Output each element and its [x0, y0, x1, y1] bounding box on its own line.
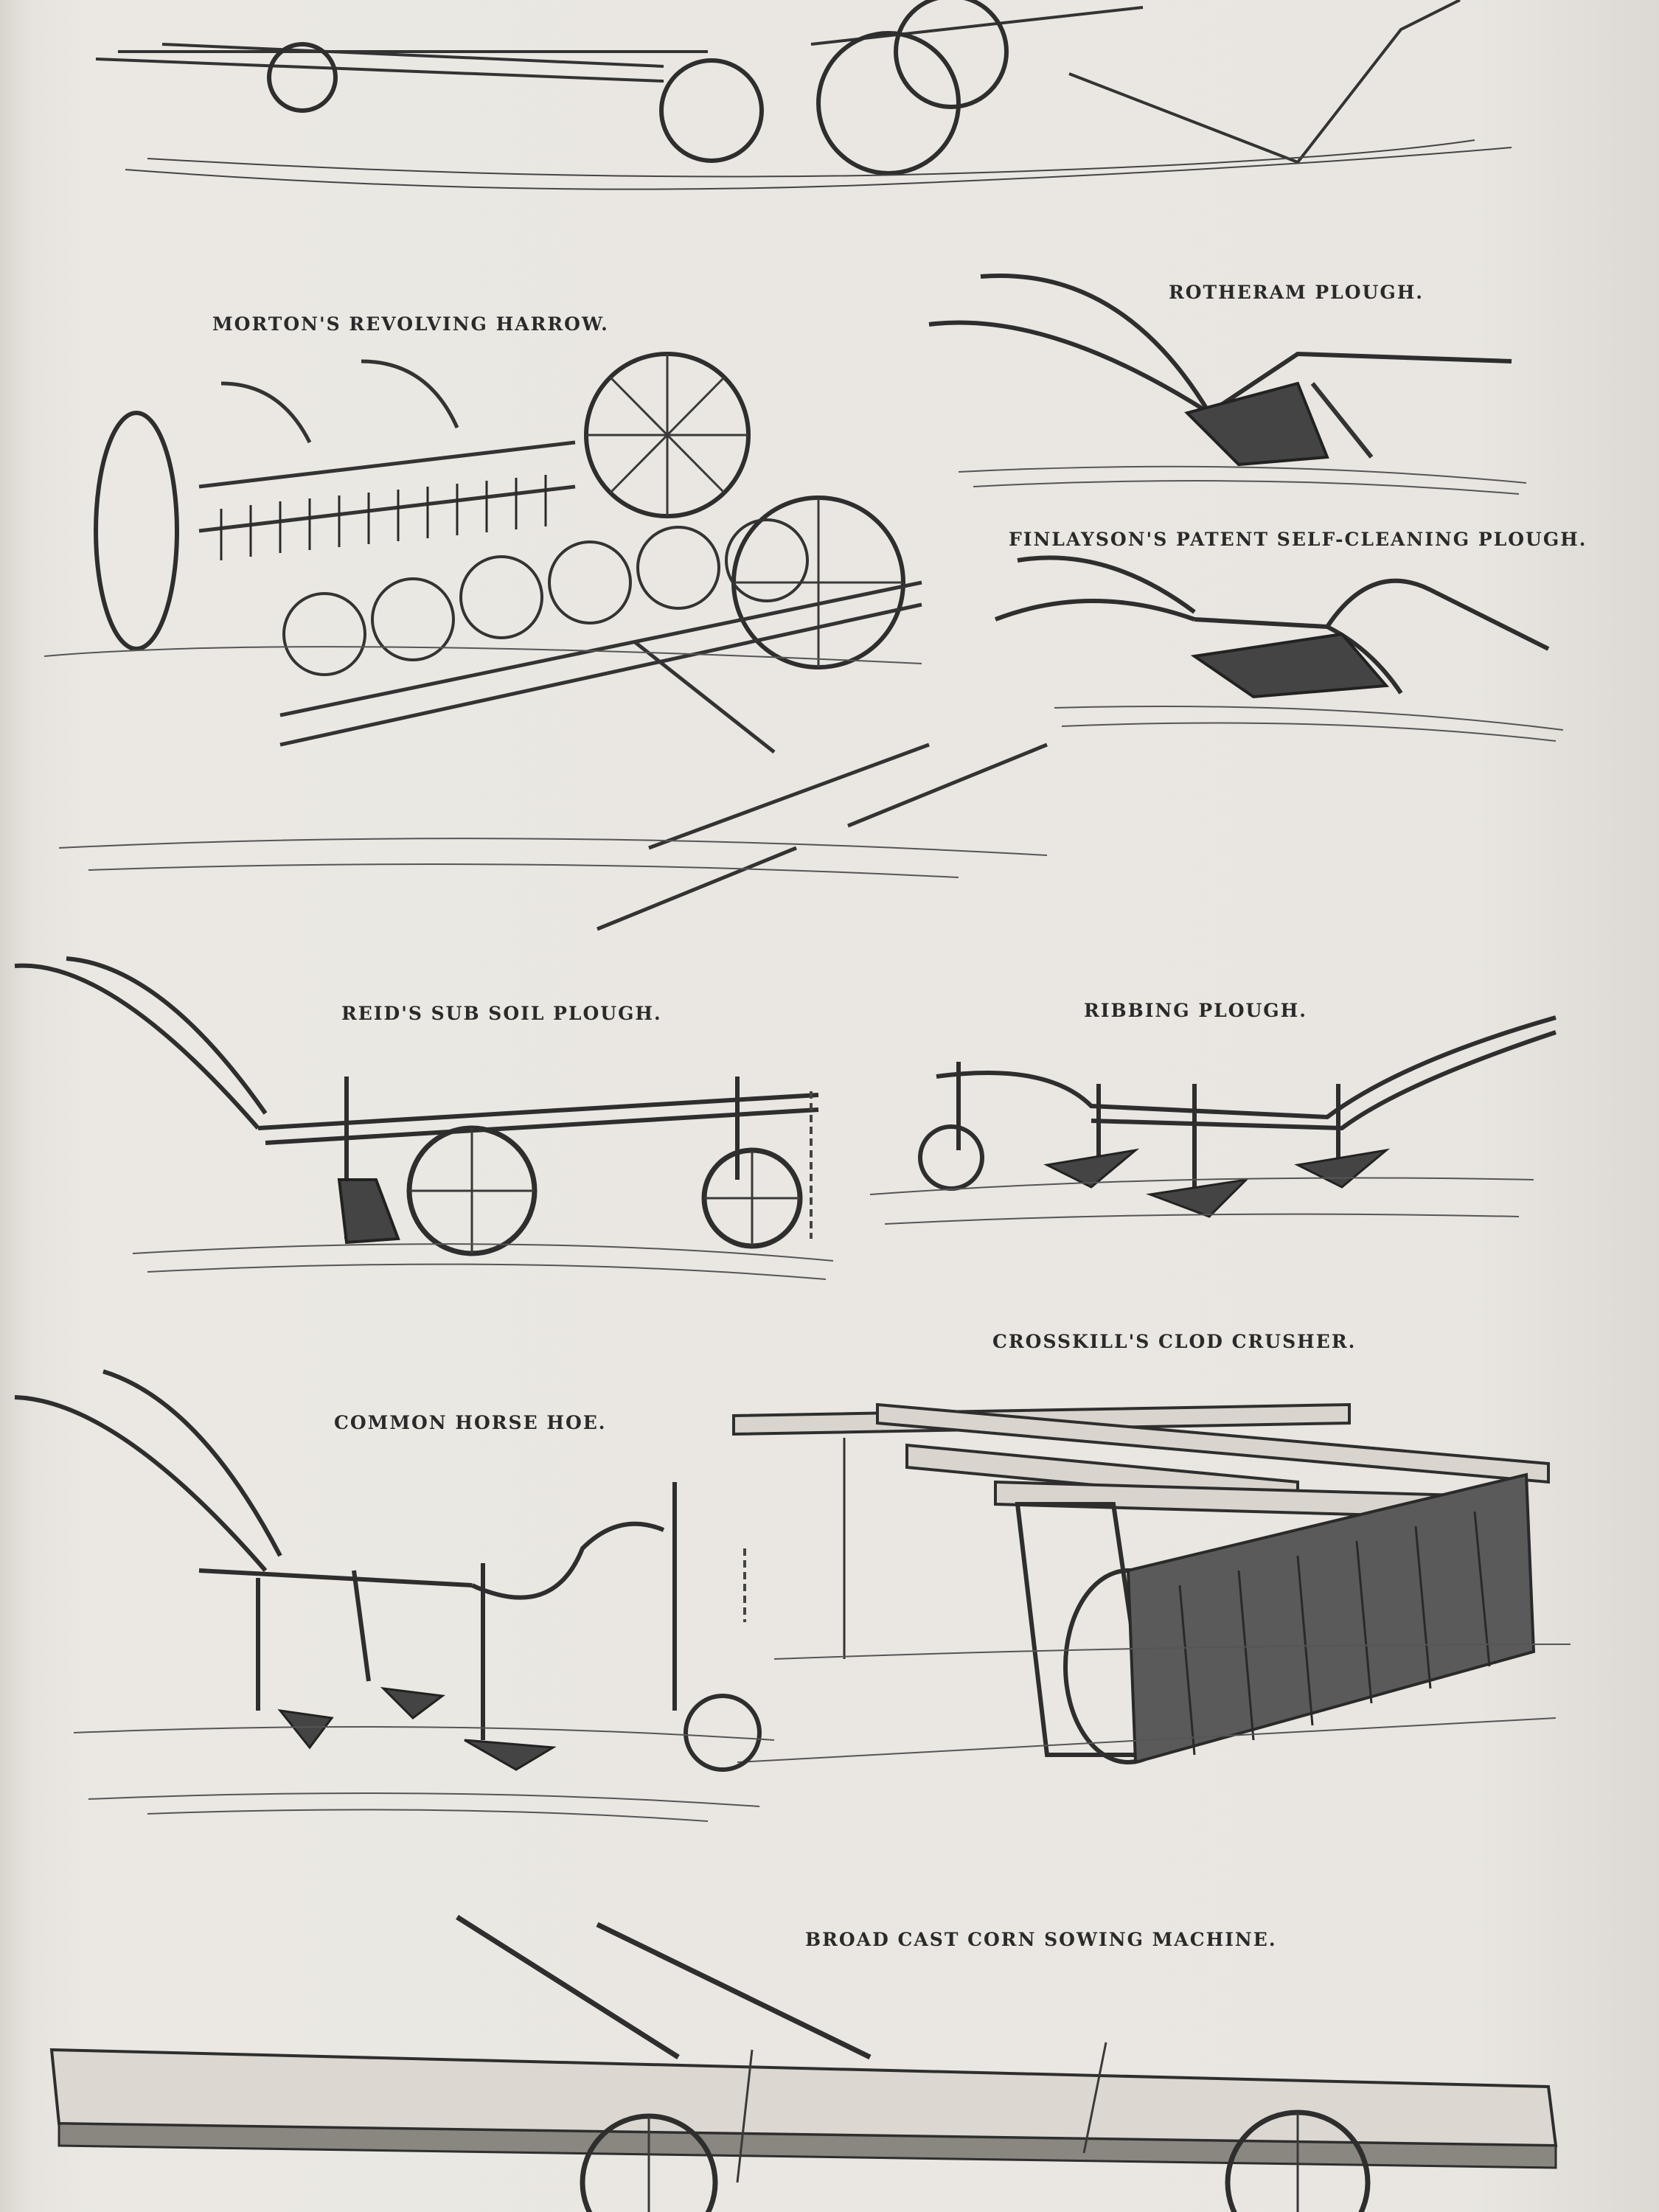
caption-mortons-harrow: MORTON'S REVOLVING HARROW.	[212, 313, 609, 335]
caption-finlayson-plough: FINLAYSON'S PATENT SELF-CLEANING PLOUGH.	[1009, 529, 1587, 550]
caption-reids-plough: REID'S SUB SOIL PLOUGH.	[341, 1003, 662, 1024]
caption-sowing-machine: BROAD CAST CORN SOWING MACHINE.	[805, 1929, 1277, 1950]
caption-clod-crusher: CROSSKILL'S CLOD CRUSHER.	[992, 1331, 1357, 1352]
caption-ribbing-plough: RIBBING PLOUGH.	[1084, 1000, 1307, 1021]
caption-rotheram-plough: ROTHERAM PLOUGH.	[1169, 282, 1425, 303]
caption-horse-hoe: COMMON HORSE HOE.	[334, 1412, 607, 1433]
